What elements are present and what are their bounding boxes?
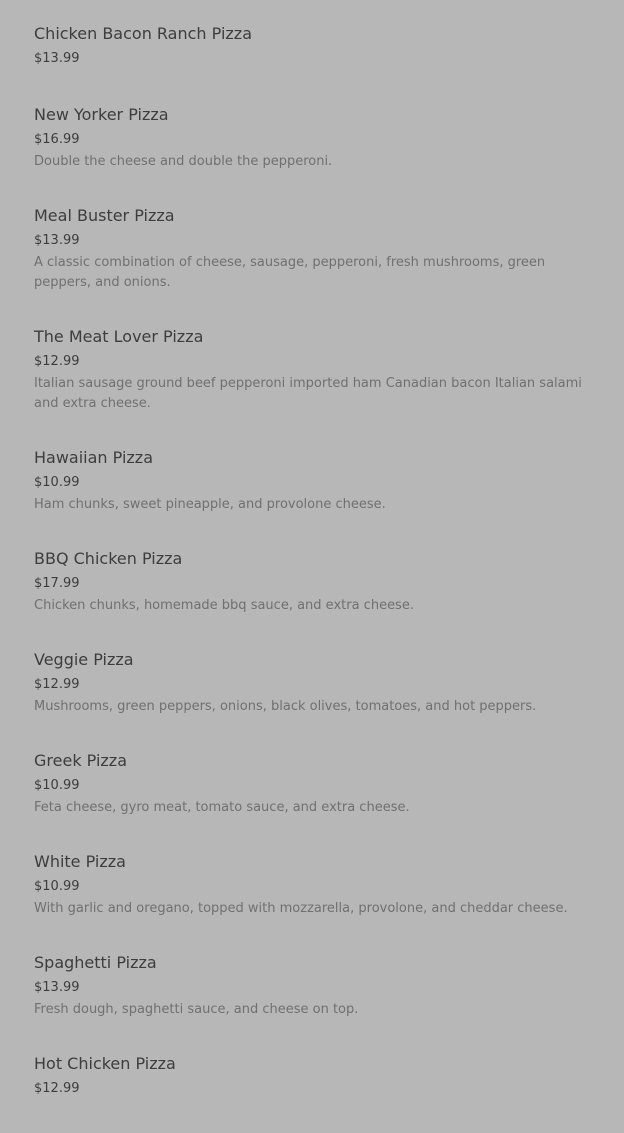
menu-item[interactable] bbox=[34, 951, 604, 1020]
item-description: With garlic and oregano, topped with mozzarella, provolone, and cheddar cheese. bbox=[34, 901, 568, 916]
menu-item[interactable] bbox=[34, 850, 604, 919]
item-description: Double the cheese and double the pepperoni. bbox=[34, 154, 333, 169]
item-name: New Yorker Pizza bbox=[34, 105, 169, 124]
menu-item[interactable] bbox=[34, 648, 604, 717]
item-price: $13.99 bbox=[34, 980, 80, 995]
item-price: $12.99 bbox=[34, 354, 80, 369]
item-description: Chicken chunks, homemade bbq sauce, and extra cheese. bbox=[34, 598, 414, 613]
item-name: The Meat Lover Pizza bbox=[34, 327, 204, 346]
menu-list bbox=[34, 22, 604, 1133]
item-price: $10.99 bbox=[34, 475, 80, 490]
item-name: Spaghetti Pizza bbox=[34, 953, 157, 972]
item-name: BBQ Chicken Pizza bbox=[34, 549, 183, 568]
item-price: $16.99 bbox=[34, 132, 80, 147]
menu-item[interactable] bbox=[34, 749, 604, 818]
menu-item[interactable] bbox=[34, 325, 604, 414]
item-description: Mushrooms, green peppers, onions, black olives, tomatoes, and hot peppers. bbox=[34, 699, 537, 714]
item-name: Hawaiian Pizza bbox=[34, 448, 153, 467]
menu-item[interactable] bbox=[34, 204, 604, 293]
menu-item[interactable] bbox=[34, 103, 604, 172]
item-name: White Pizza bbox=[34, 852, 126, 871]
item-price: $12.99 bbox=[34, 677, 80, 692]
item-price: $17.99 bbox=[34, 576, 80, 591]
item-price: $10.99 bbox=[34, 879, 80, 894]
item-name: Veggie Pizza bbox=[34, 650, 134, 669]
item-description: A classic combination of cheese, sausage, pepperoni, fresh mushrooms, green peppers, and onions. bbox=[34, 255, 546, 290]
item-name: Meal Buster Pizza bbox=[34, 206, 175, 225]
item-price: $12.99 bbox=[34, 1081, 80, 1096]
menu-item[interactable] bbox=[34, 446, 604, 515]
menu-item[interactable] bbox=[34, 22, 604, 71]
item-description: Ham chunks, sweet pineapple, and provolone cheese. bbox=[34, 497, 386, 512]
item-description: Italian sausage ground beef pepperoni imported ham Canadian bacon Italian salami and extra cheese. bbox=[34, 376, 582, 411]
item-name: Greek Pizza bbox=[34, 751, 128, 770]
item-name: Hot Chicken Pizza bbox=[34, 1054, 176, 1073]
item-price: $13.99 bbox=[34, 51, 80, 66]
menu-item[interactable] bbox=[34, 1052, 604, 1101]
item-price: $10.99 bbox=[34, 778, 80, 793]
item-name: Chicken Bacon Ranch Pizza bbox=[34, 24, 252, 43]
item-description: Fresh dough, spaghetti sauce, and cheese on top. bbox=[34, 1002, 359, 1017]
menu-item[interactable] bbox=[34, 547, 604, 616]
item-description: Feta cheese, gyro meat, tomato sauce, and extra cheese. bbox=[34, 800, 410, 815]
item-price: $13.99 bbox=[34, 233, 80, 248]
